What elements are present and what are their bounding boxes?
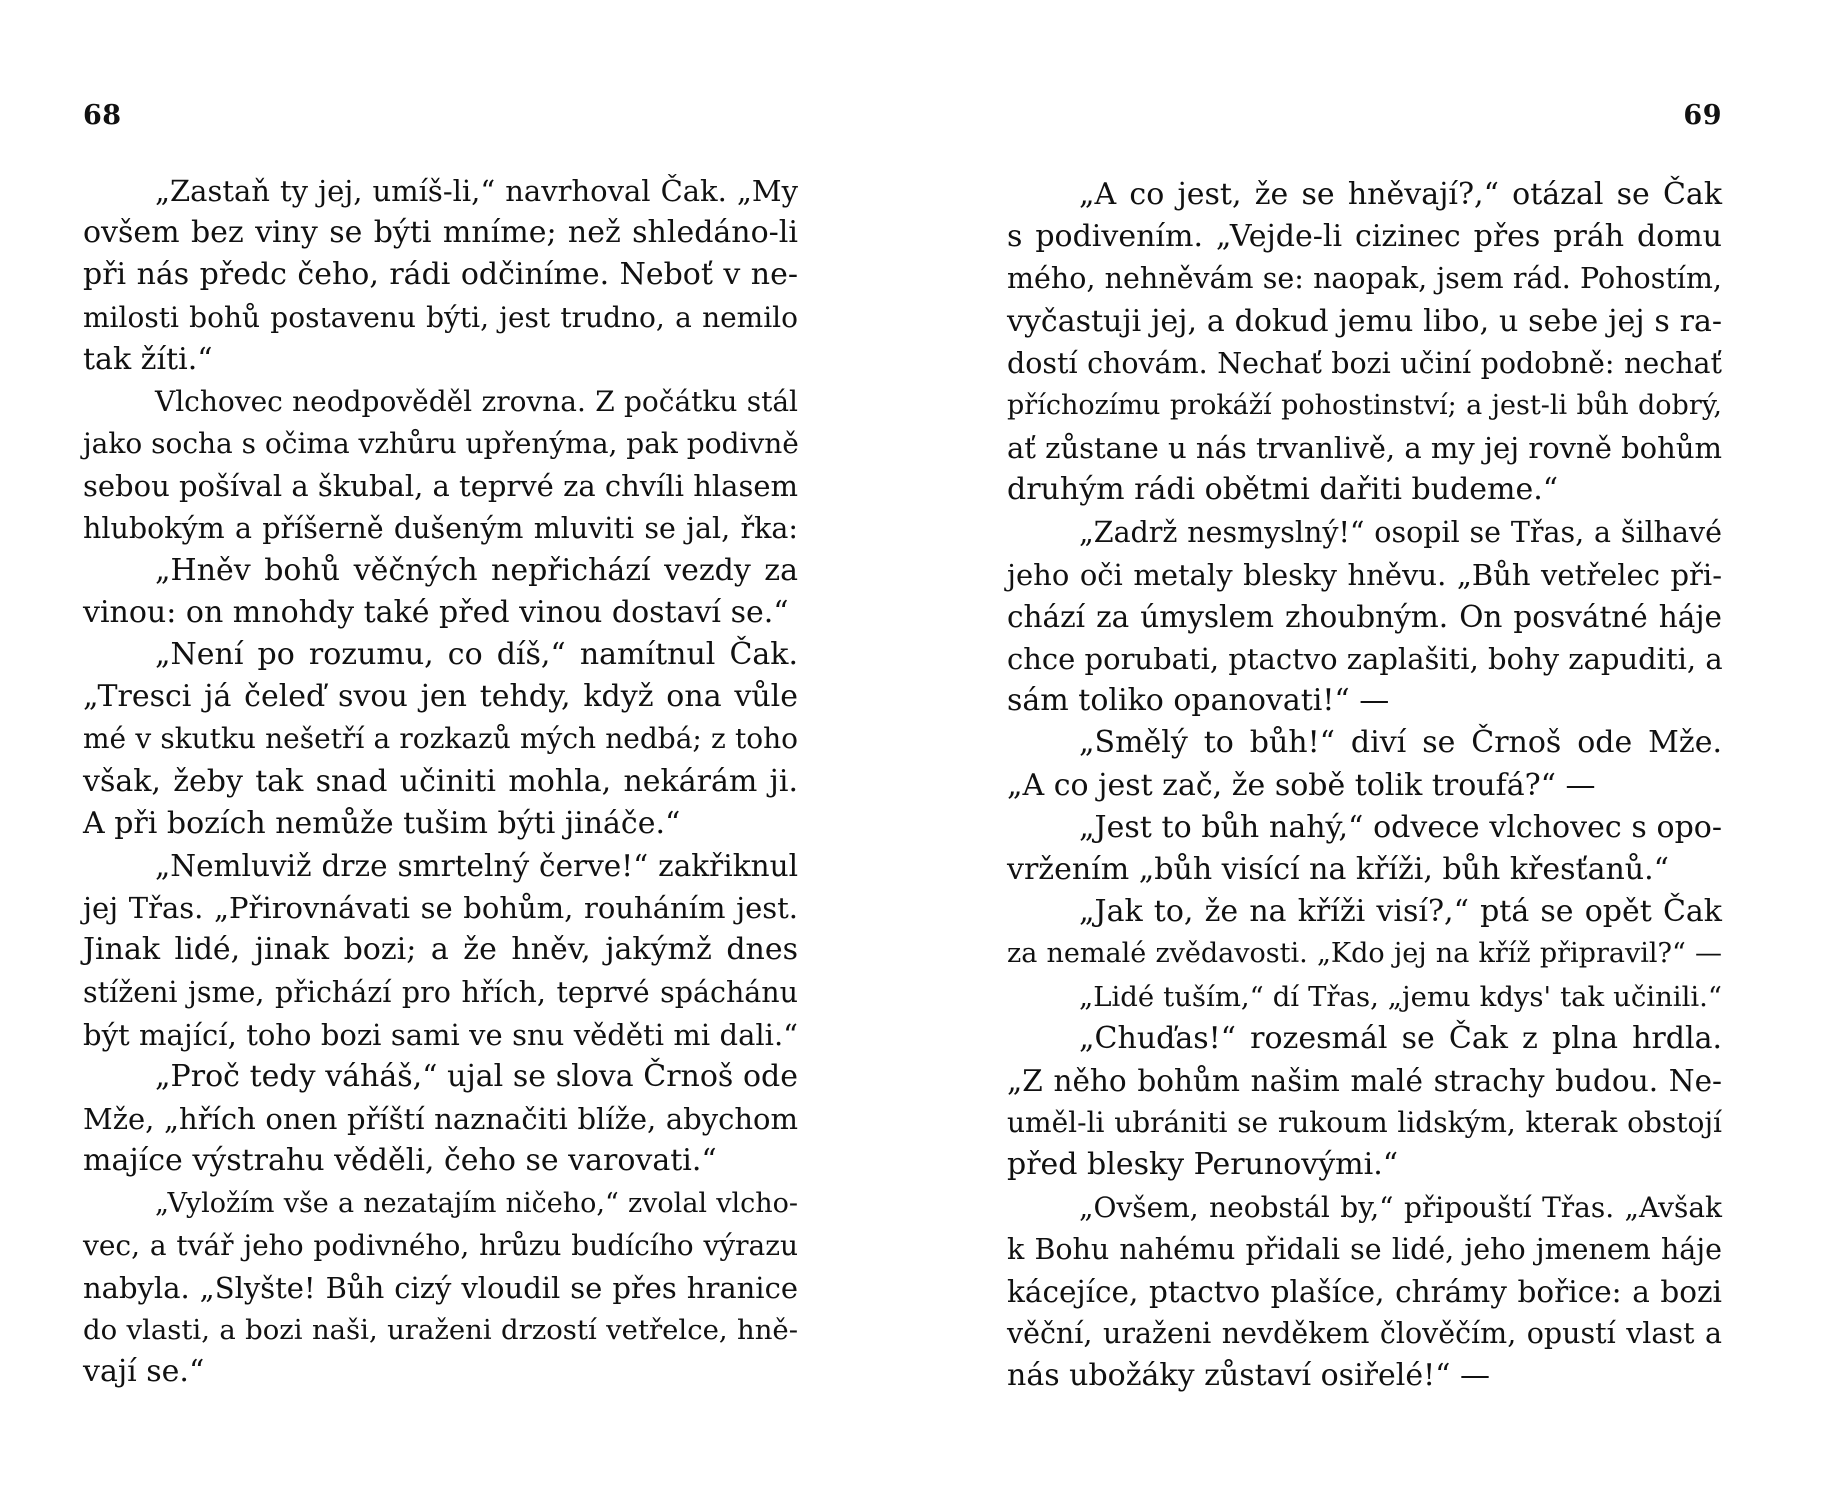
text-line: hlubokým a příšerně dušeným mluviti se jal, řka:	[83, 511, 798, 545]
text-line: mé v skutku nešetří a rozkazů mých nedbá; z toho	[83, 722, 798, 756]
text-line: mého, nehněvám se: naopak, jsem rád. Pohostím,	[1007, 262, 1722, 296]
text-line: vinou: on mnohdy také před vinou dostaví se.“	[83, 594, 789, 630]
text-line: sám toliko opanovati!“ —	[1007, 683, 1390, 719]
text-line: však, žeby tak snad učiniti mohla, nekárám ji.	[83, 763, 798, 799]
text-line: jeho oči metaly blesky hněvu. „Bůh vetřelec při-	[1007, 557, 1722, 592]
right-page-number: 69	[1683, 100, 1722, 131]
text-line: Jinak lidé, jinak bozi; a že hněv, jakýmž dnes	[83, 932, 798, 968]
text-line: „Proč tedy váháš,“ ujal se slova Črnoš ode	[155, 1058, 798, 1094]
text-line: „Jest to bůh nahý,“ odvece vlchovec s opo-	[1079, 809, 1722, 845]
text-line: „Vyložím vše a nezatajím ničeho,“ zvolal vlcho-	[155, 1187, 798, 1219]
text-line: nás ubožáky zůstaví osiřelé!“ —	[1007, 1358, 1491, 1394]
text-line: „Jak to, že na kříži visí?,“ ptá se opět Čak	[1079, 894, 1722, 930]
text-line: vyčastuji jej, a dokud jemu libo, u sebe jej s ra-	[1007, 303, 1722, 339]
text-line: Vlchovec neodpověděl zrovna. Z počátku stál	[155, 384, 798, 418]
text-line: vržením „bůh visící na kříži, bůh křesťanů.“	[1007, 852, 1669, 887]
text-line: dostí chovám. Nechať bozi učiní podobně: nechať	[1007, 346, 1722, 380]
text-line: tak žíti.“	[83, 341, 213, 377]
text-line: Mže, „hřích onen příští naznačiti blíže, abychom	[83, 1102, 798, 1137]
text-line: ovšem bez viny se býti mníme; než shledáno-li	[83, 215, 798, 251]
text-line: „Hněv bohů věčných nepřichází vezdy za	[155, 552, 798, 588]
text-line: „Tresci já čeleď svou jen tehdy, když ona vůle	[83, 679, 798, 715]
text-line: „Nemluviž drze smrtelný červe!“ zakřiknul	[155, 849, 798, 883]
text-line: druhým rádi obětmi dařiti budeme.“	[1007, 472, 1559, 508]
text-line: chází za úmyslem zhoubným. On posvátné háje	[1007, 599, 1722, 634]
right-page-text	[1007, 174, 1722, 1397]
text-line: jej Třas. „Přirovnávati se bohům, rouháním jest.	[83, 891, 798, 926]
text-line: sebou pošíval a škubal, a teprvé za chvíli hlasem	[83, 469, 798, 504]
left-page	[60, 0, 820, 1500]
text-line: chce porubati, ptactvo zaplašiti, bohy zapuditi, a	[1007, 642, 1723, 677]
text-line: k Bohu nahému přidali se lidé, jeho jmenem háje	[1007, 1232, 1722, 1266]
text-line: za nemalé zvědavosti. „Kdo jej na kříž připravil?“ —	[1007, 938, 1722, 970]
left-page-text	[83, 170, 798, 1393]
text-line: jako socha s očima vzhůru upřenýma, pak podivně	[83, 427, 799, 461]
text-line: uměl-li ubrániti se rukoum lidským, kterak obstojí	[1007, 1106, 1722, 1140]
text-line: být mající, toho bozi sami ve snu věděti mi dali.“	[83, 1017, 798, 1052]
text-line: vec, a tvář jeho podivného, hrůzu budícího výrazu	[83, 1228, 798, 1262]
text-line: „Ovšem, neobstál by,“ připouští Třas. „Avšak	[1079, 1190, 1722, 1224]
text-line: „Lidé tuším,“ dí Třas, „jemu kdys' tak učinili.“	[1079, 980, 1722, 1013]
text-line: vají se.“	[83, 1354, 205, 1390]
left-page-number: 68	[83, 100, 122, 131]
text-line: příchozímu prokáží pohostinství; a jest-li bůh dobrý,	[1007, 389, 1722, 421]
text-line: „Zadrž nesmyslný!“ osopil se Třas, a šilhavé	[1079, 515, 1722, 549]
text-line: „Zastaň ty jej, umíš-li,“ navrhoval Čak. „My	[155, 174, 798, 208]
text-line: s podivením. „Vejde-li cizinec přes práh domu	[1007, 219, 1722, 255]
text-line: „A co jest, že se hněvají?,“ otázal se Čak	[1079, 177, 1722, 212]
text-line: věční, uraženi nevděkem člověčím, opustí vlast a	[1007, 1317, 1722, 1351]
right-page	[984, 0, 1744, 1500]
text-line: „Smělý to bůh!“ diví se Črnoš ode Mže.	[1079, 725, 1722, 761]
text-line: ať zůstane u nás trvanlivě, a my jej rovně bohům	[1007, 431, 1722, 466]
text-line: při nás předc čeho, rádi odčiníme. Neboť v ne-	[83, 257, 798, 293]
text-line: do vlasti, a bozi naši, uraženi drzostí vetřelce, hně-	[83, 1314, 798, 1347]
text-line: A při bozích nemůže tušim býti jináče.“	[83, 805, 681, 841]
text-line: stíženi jsme, přichází pro hřích, teprvé spáchánu	[83, 975, 798, 1009]
text-line: před blesky Perunovými.“	[1007, 1147, 1399, 1183]
text-line: „Z něho bohům našim malé strachy budou. Ne-	[1007, 1063, 1722, 1098]
text-line: milosti bohů postavenu býti, jest trudno, a nemilo	[83, 300, 798, 334]
text-line: kácejíce, ptactvo plašíce, chrámy bořice: a bozi	[1007, 1274, 1722, 1309]
text-line: „Není po rozumu, co díš,“ namítnul Čak.	[155, 637, 798, 673]
text-line: nabyla. „Slyšte! Bůh cizý vloudil se přes hranice	[83, 1270, 798, 1305]
text-line: majíce výstrahu věděli, čeho se varovati.“	[83, 1143, 717, 1179]
text-line: „Chuďas!“ rozesmál se Čak z plna hrdla.	[1079, 1020, 1722, 1056]
text-line: „A co jest zač, že sobě tolik troufá?“ —	[1007, 767, 1596, 803]
